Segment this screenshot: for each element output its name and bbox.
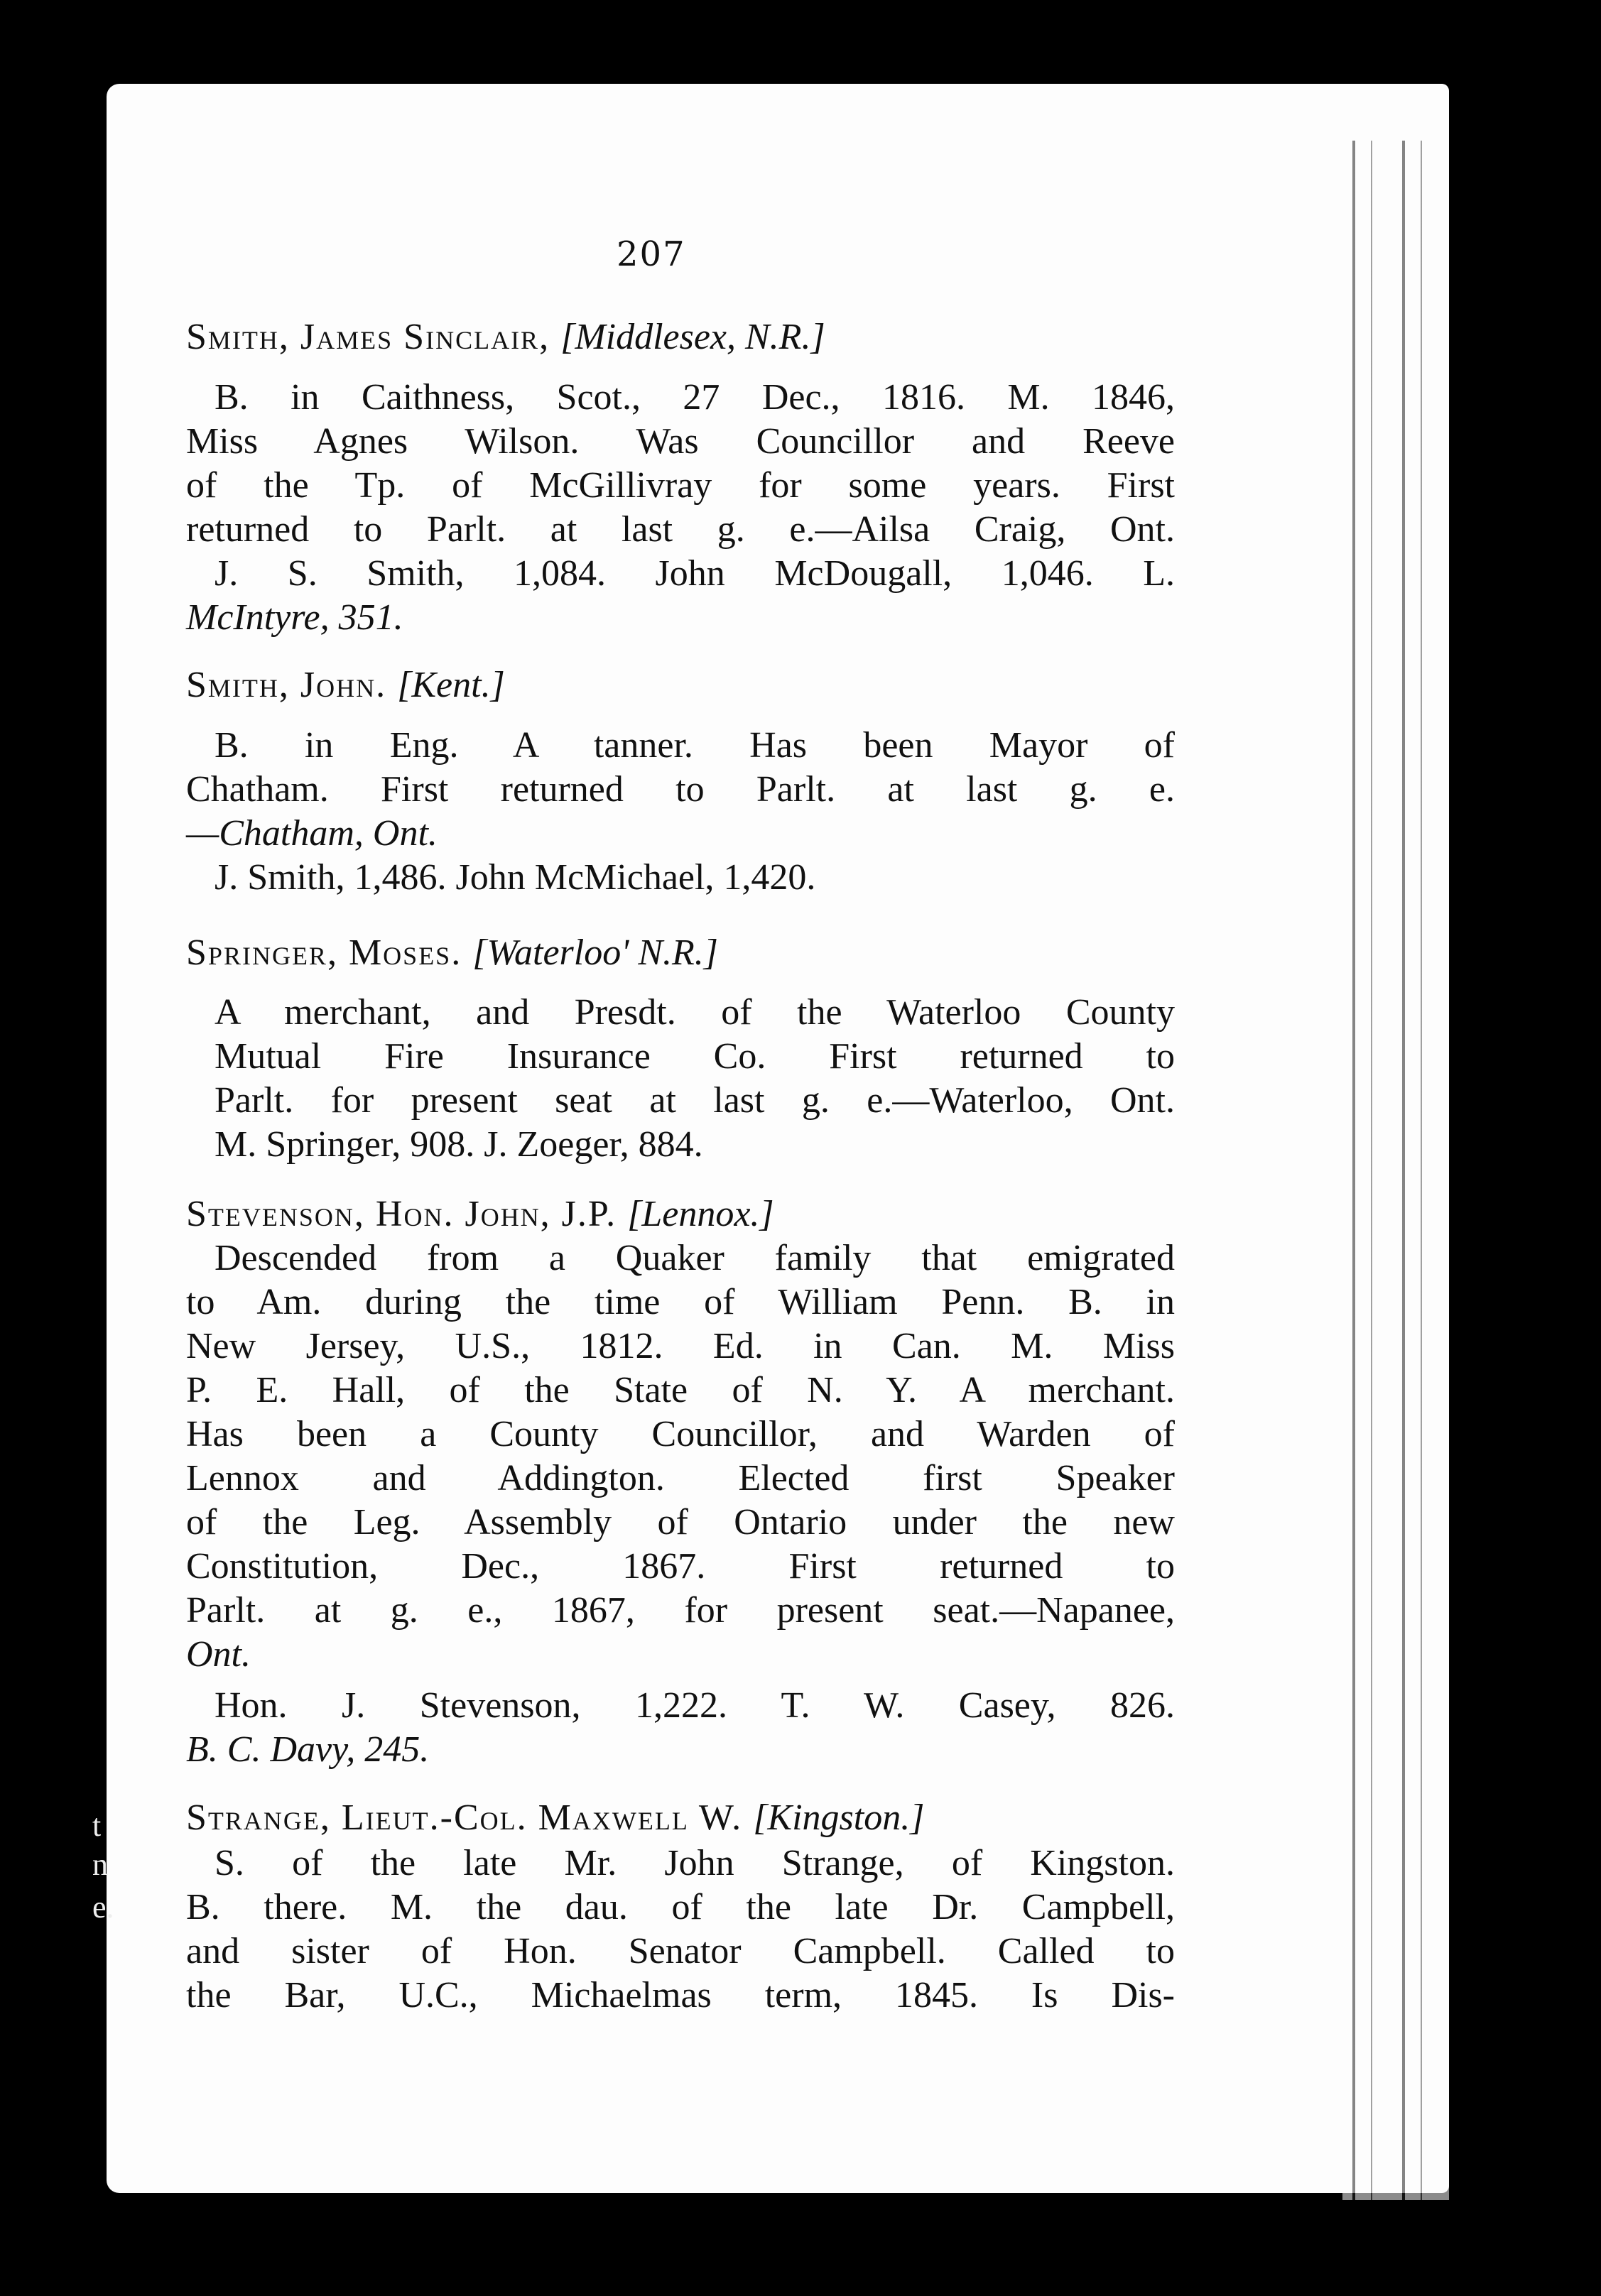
entry-line: McIntyre, 351. — [186, 597, 403, 638]
margin-fragment: e. — [92, 1890, 114, 1925]
riding-name: [Waterloo' N.R.] — [472, 932, 719, 973]
page-edge — [1342, 141, 1449, 2200]
entry-line: Has been a County Councillor, and Warden of — [186, 1414, 1175, 1454]
member-name: Smith, James Sinclair, — [186, 317, 550, 357]
entry-line: Miss Agnes Wilson. Was Councillor and Reeve — [186, 421, 1175, 462]
entry-line: Hon. J. Stevenson, 1,222. T. W. Casey, 826. — [215, 1685, 1175, 1726]
entry-line: and sister of Hon. Senator Campbell. Called to — [186, 1931, 1175, 1971]
entry-line: S. of the late Mr. John Strange, of Kingston. — [215, 1843, 1175, 1883]
member-name: Smith, John. — [186, 665, 387, 705]
entry-line: —Chatham, Ont. — [186, 813, 438, 854]
entry-line: of the Tp. of McGillivray for some years. First — [186, 465, 1175, 506]
entry-line: Parlt. for present seat at last g. e.—Waterloo, Ont. — [215, 1080, 1175, 1121]
entry-line: Parlt. at g. e., 1867, for present seat.—Napanee, — [186, 1590, 1175, 1631]
margin-fragment: t — [92, 1808, 102, 1843]
entry-line: Ont. — [186, 1634, 251, 1675]
entry-line: New Jersey, U.S., 1812. Ed. in Can. M. Miss — [186, 1326, 1175, 1366]
entry-line: Mutual Fire Insurance Co. First returned to — [215, 1036, 1175, 1077]
riding-name: [Kingston.] — [753, 1797, 925, 1838]
entry-heading — [186, 932, 1175, 974]
entry-heading — [186, 316, 1175, 359]
member-name: Springer, Moses. — [186, 932, 462, 973]
entry-line: the Bar, U.C., Michaelmas term, 1845. Is Dis- — [186, 1975, 1175, 2015]
entry-line: Descended from a Quaker family that emigrated — [215, 1238, 1175, 1278]
entry-line: J. Smith, 1,486. John McMichael, 1,420. — [215, 857, 816, 898]
member-name: Stevenson, Hon. John, J.P. — [186, 1194, 617, 1234]
entry-line: A merchant, and Presdt. of the Waterloo County — [215, 992, 1175, 1033]
member-name: Strange, Lieut.-Col. Maxwell W. — [186, 1797, 743, 1838]
entry-line: Lennox and Addington. Elected first Speaker — [186, 1458, 1175, 1498]
margin-fragment: n — [92, 1847, 108, 1882]
entry-line: P. E. Hall, of the State of N. Y. A merchant. — [186, 1370, 1175, 1410]
entry-line: B. in Eng. A tanner. Has been Mayor of — [215, 725, 1175, 766]
entry-line: B. there. M. the dau. of the late Dr. Campbell, — [186, 1887, 1175, 1927]
entry-line: B. C. Davy, 245. — [186, 1729, 430, 1770]
entry-heading — [186, 1797, 1175, 1839]
entry-line: of the Leg. Assembly of Ontario under the new — [186, 1502, 1175, 1543]
entry-line: Chatham. First returned to Parlt. at last g. e. — [186, 769, 1175, 810]
entry-heading — [186, 1193, 1175, 1236]
entry-line: B. in Caithness, Scot., 27 Dec., 1816. M. 1846, — [215, 377, 1175, 418]
entry-line: M. Springer, 908. J. Zoeger, 884. — [215, 1124, 703, 1165]
riding-name: [Lennox.] — [627, 1194, 774, 1234]
entry-heading — [186, 664, 1175, 707]
page-number: 207 — [617, 234, 686, 274]
entry-line: Constitution, Dec., 1867. First returned to — [186, 1546, 1175, 1587]
entry-line: J. S. Smith, 1,084. John McDougall, 1,046. L. — [215, 553, 1175, 594]
entry-line: to Am. during the time of William Penn. B. in — [186, 1282, 1175, 1322]
riding-name: [Middlesex, N.R.] — [560, 317, 825, 357]
riding-name: [Kent.] — [397, 665, 505, 705]
entry-line: returned to Parlt. at last g. e.—Ailsa Craig, Ont. — [186, 509, 1175, 550]
